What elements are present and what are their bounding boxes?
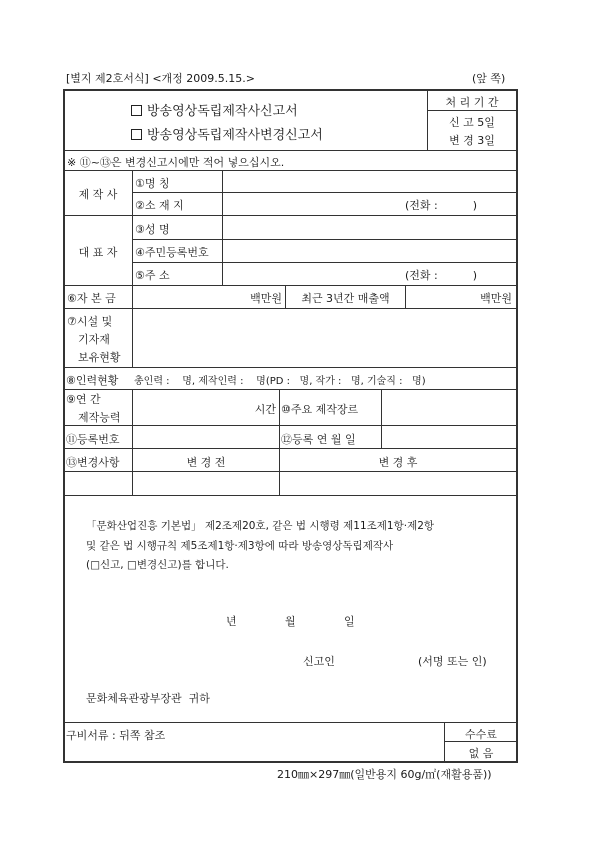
changes-label: ⑬변경사항 xyxy=(66,456,120,469)
fee-label: 수수료 xyxy=(465,728,497,741)
reg-date-label: ⑫등록 연 월 일 xyxy=(281,433,356,446)
capital-unit[interactable]: 백만원 xyxy=(250,292,282,305)
declaration-line-2: 및 같은 법 시행규칙 제5조제1항·제3항에 따라 방송영상독립제작사 xyxy=(86,540,394,552)
changes-after-field[interactable] xyxy=(280,472,516,494)
page-side: (앞 쪽) xyxy=(472,72,506,85)
annual-label-2: 제작능력 xyxy=(78,411,121,424)
changes-before-field[interactable] xyxy=(133,472,278,494)
processing-change: 변 경 3일 xyxy=(449,134,495,147)
producer-label: 제 작 사 xyxy=(78,188,118,201)
genre-label: ⑩주요 제작장르 xyxy=(281,403,359,416)
changes-after: 변 경 후 xyxy=(378,456,418,469)
checkbox[interactable] xyxy=(131,105,142,116)
date-year[interactable]: 년 xyxy=(226,615,237,628)
title-change-option[interactable] xyxy=(131,124,323,143)
staff-label: ⑧인력현황 xyxy=(66,374,119,387)
changes-before: 변 경 전 xyxy=(186,456,226,469)
sales-unit[interactable]: 백만원 xyxy=(480,292,512,305)
declaration-line-1: 「문화산업진흥 기본법」 제2조제20호, 같은 법 시행령 제11조제1항·제2항 xyxy=(86,520,435,532)
note: ※ ⑪~⑬은 변경신고시에만 적어 넣으십시오. xyxy=(67,156,285,169)
checkbox[interactable] xyxy=(131,129,142,140)
facilities-field[interactable] xyxy=(133,309,516,366)
capital-label: ⑥자 본 금 xyxy=(67,292,116,305)
date-day[interactable]: 일 xyxy=(344,615,355,628)
paper-spec: 210㎜×297㎜(일반용지 60g/㎡(재활용품)) xyxy=(277,768,492,781)
representative-label: 대 표 자 xyxy=(78,246,118,259)
title-change-label: 방송영상독립제작사변경신고서 xyxy=(147,128,323,143)
processing-report: 신 고 5일 xyxy=(449,116,495,129)
title-report-label: 방송영상독립제작사신고서 xyxy=(147,104,298,119)
facilities-label-3: 보유현황 xyxy=(78,351,121,364)
form-number: [별지 제2호서식] <개정 2009.5.15.> xyxy=(66,72,255,85)
rep-name-field[interactable] xyxy=(223,216,516,238)
producer-name-field[interactable] xyxy=(223,171,516,192)
rep-name-label: ③성 명 xyxy=(135,223,170,236)
declaration-line-3: (□신고, □변경신고)를 합니다. xyxy=(86,559,229,571)
producer-phone[interactable]: (전화 : ) xyxy=(405,199,478,212)
facilities-label-2: 기자재 xyxy=(78,333,110,346)
date-month[interactable]: 월 xyxy=(285,615,296,628)
rep-id-field[interactable] xyxy=(223,240,516,262)
rep-address-field[interactable] xyxy=(223,263,403,285)
rep-id-label: ④주민등록번호 xyxy=(135,246,209,259)
title-report-option[interactable] xyxy=(131,100,298,119)
reg-no-label: ⑪등록번호 xyxy=(66,433,120,446)
producer-address-field[interactable] xyxy=(223,193,403,214)
sales-label: 최근 3년간 매출액 xyxy=(301,292,390,305)
producer-address-label: ②소 재 지 xyxy=(135,199,184,212)
annual-unit[interactable]: 시간 xyxy=(254,403,276,416)
fee-value: 없 음 xyxy=(468,747,494,760)
required-docs: 구비서류 : 뒤쪽 참조 xyxy=(66,729,166,742)
facilities-label-1: ⑦시설 및 xyxy=(67,315,113,328)
genre-field[interactable] xyxy=(382,390,516,424)
processing-label: 처 리 기 간 xyxy=(445,96,499,109)
staff-content[interactable]: 총인력 : 명, 제작인력 : 명(PD : 명, 작가 : 명, 기술직 : 명) xyxy=(134,376,426,387)
applicant-sign[interactable]: (서명 또는 인) xyxy=(418,655,487,668)
producer-name-label: ①명 칭 xyxy=(135,177,170,190)
addressee: 문화체육관광부장관 귀하 xyxy=(86,692,210,705)
applicant-label: 신고인 xyxy=(303,655,335,668)
reg-date-field[interactable] xyxy=(382,426,516,447)
reg-no-field[interactable] xyxy=(133,426,278,447)
rep-phone[interactable]: (전화 : ) xyxy=(405,269,478,282)
annual-label-1: ⑨연 간 xyxy=(66,393,101,406)
rep-address-label: ⑤주 소 xyxy=(135,269,170,282)
